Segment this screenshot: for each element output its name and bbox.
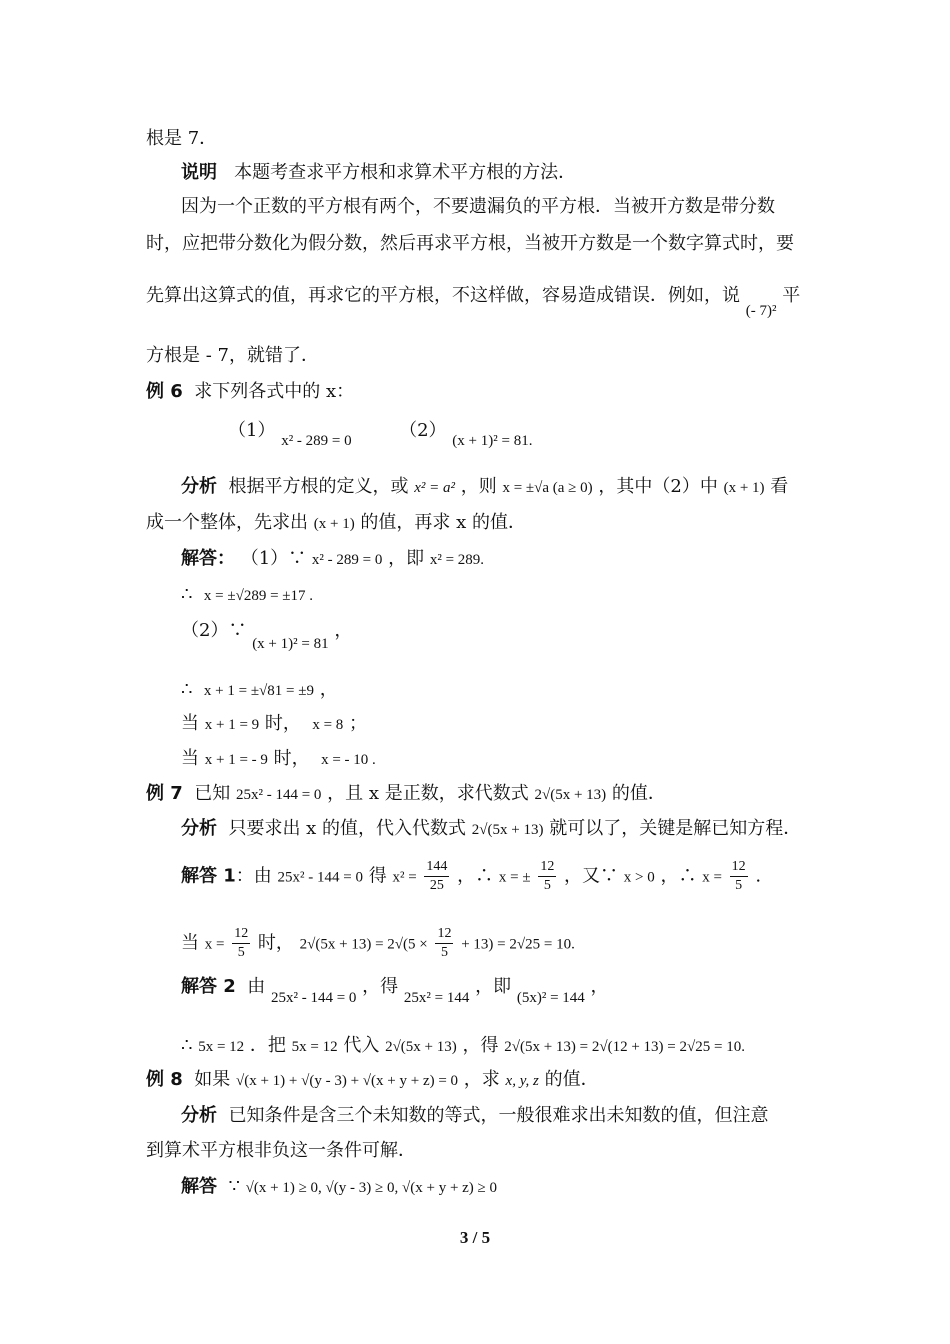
text-span: 当: [181, 713, 199, 734]
text-span: 就可以了，关键是解已知方程．: [549, 818, 802, 839]
math-expression: 25x² - 144 = 0: [270, 990, 357, 1006]
solution-6-line4: [181, 677, 338, 704]
text-span: 的值．: [611, 783, 666, 804]
example-text: 求下列各式中的 x：: [194, 381, 355, 402]
text-span: ，又∵: [564, 865, 619, 887]
fraction-denominator: 5: [237, 945, 245, 960]
fraction-numerator: 144: [424, 858, 449, 877]
math-expression: 25x² - 144 = 0: [235, 787, 322, 803]
fraction-denominator: 5: [543, 878, 551, 893]
page-number: 3 / 5: [459, 1228, 491, 1247]
math-expression: x + 1 = - 9: [204, 752, 268, 768]
text-span: ，: [334, 620, 353, 641]
solution-7b-line1: [181, 974, 609, 1006]
example-label: 例 6: [146, 381, 183, 402]
therefore-symbol: ∴: [181, 679, 193, 700]
text-line: [146, 283, 801, 319]
text-span: ；: [349, 713, 368, 734]
math-expression: (- 7)²: [745, 303, 777, 319]
text-span: 时，: [257, 932, 294, 954]
analysis-8-line1: [181, 1103, 768, 1129]
text-line: 方根是 - 7，就错了．: [146, 345, 319, 366]
solution-6-line2: [181, 582, 313, 609]
math-expression: (5x)² = 144: [516, 990, 585, 1006]
therefore-symbol: ∴: [181, 584, 193, 605]
analysis-7-line: [181, 816, 801, 843]
text-line: 因为一个正数的平方根有两个，不要遗漏负的平方根．当被开方数是带分数: [181, 196, 775, 217]
solution-label: 解答 1: [181, 865, 236, 887]
math-expression: 25x² = 144: [403, 990, 470, 1006]
note-line: [181, 160, 576, 186]
text-span: 得: [368, 865, 387, 887]
analysis-6-line2: [146, 510, 526, 537]
text-span: ，∴: [457, 865, 494, 887]
math-expression: 2√(5x + 13) = 2√(12 + 13) = 2√25 = 10.: [504, 1039, 745, 1055]
text-span: 看: [770, 476, 789, 497]
solution-6-line6: [181, 746, 376, 773]
math-expression: + 13) = 2√25 = 10.: [461, 936, 575, 953]
text-span: 由: [247, 976, 266, 997]
math-expression: x = 8: [312, 717, 344, 733]
solution-label: 解答 2: [181, 976, 236, 997]
math-expression: x = - 10 .: [321, 752, 376, 768]
text-span: ，则: [460, 476, 497, 497]
text-span: ，即: [388, 548, 425, 569]
math-expression: 5x = 12: [291, 1039, 338, 1055]
text-span: .: [755, 865, 762, 887]
math-expression: 5x = 12: [198, 1039, 245, 1055]
text-span: ，其中（2）中: [598, 476, 718, 497]
text-span: 成一个整体，先求出: [146, 512, 308, 533]
fraction: [538, 858, 556, 895]
math-expression: x = ±: [498, 869, 531, 886]
math-expression: x = ±√a (a ≥ 0): [502, 480, 593, 496]
text-span: ．把: [249, 1035, 286, 1056]
text-span: 平: [782, 285, 801, 306]
analysis-label: 分析: [181, 818, 217, 839]
solution-label: 解答：: [181, 548, 235, 569]
math-expression: x + 1 = 9: [204, 717, 260, 733]
text-span: ，得: [462, 1035, 499, 1056]
text-span: 时，: [264, 713, 301, 734]
therefore-symbol: ∴: [181, 1035, 193, 1056]
example-label: 例 8: [146, 1069, 183, 1090]
math-expression: x² = a²: [414, 480, 455, 496]
math-expression: 25x² - 144 = 0: [277, 869, 363, 886]
text-span: 如果: [194, 1069, 231, 1090]
solution-7-line2: [181, 925, 575, 962]
analysis-label: 分析: [181, 476, 217, 497]
text-span: ：由: [235, 865, 272, 887]
math-expression: x =: [204, 936, 225, 953]
solution-7-line1: [181, 858, 761, 895]
text-span: （1）∵: [240, 548, 307, 569]
fraction-denominator: 5: [440, 945, 448, 960]
text-span: 当: [181, 748, 199, 769]
text-span: （2）∵: [181, 620, 247, 641]
math-expression: 2√(5x + 13): [471, 822, 544, 838]
solution-7b-line2: [181, 1033, 745, 1060]
math-expression: x =: [702, 869, 722, 886]
text-span: 时，: [273, 748, 310, 769]
text-span: 的值．: [544, 1069, 599, 1090]
example-8-heading: [146, 1067, 599, 1094]
text-span: 的值，再求 x 的值．: [360, 512, 527, 533]
text-span: ，: [590, 976, 609, 997]
math-expression: 2√(5x + 13): [534, 787, 607, 803]
text-span: 只要求出 x 的值，代入代数式: [228, 818, 467, 839]
math-expression: 2√(5x + 13): [385, 1039, 457, 1055]
solution-8-line: [181, 1174, 497, 1201]
question-number: （1）: [228, 420, 276, 441]
text-line: 根是 7．: [146, 128, 218, 149]
math-expression: (x + 1): [313, 516, 355, 532]
fraction-numerator: 12: [538, 858, 556, 877]
fraction-numerator: 12: [730, 858, 748, 877]
note-text: 本题考查求平方根和求算术平方根的方法．: [234, 162, 577, 183]
analysis-6-line1: [181, 474, 788, 501]
note-label: 说明: [181, 162, 217, 183]
solution-6-line1: [181, 546, 484, 573]
text-span: 当: [181, 932, 199, 954]
text-span: ，: [319, 679, 338, 700]
because-symbol: ∵: [228, 1176, 240, 1197]
text-span: ，求: [463, 1069, 500, 1090]
solution-label: 解答: [181, 1176, 217, 1197]
fraction-numerator: 12: [435, 925, 453, 944]
fraction-denominator: 25: [429, 878, 444, 893]
text-line: 到算术平方根非负这一条件可解．: [146, 1140, 416, 1161]
math-expression: x, y, z: [505, 1073, 539, 1089]
math-expression: x² =: [392, 869, 417, 886]
math-expression: 2√(5x + 13) = 2√(5 ×: [299, 936, 428, 953]
text-span: 已知条件是含三个未知数的等式，一般很难求出未知数的值，但注意: [228, 1105, 769, 1126]
example-7-heading: [146, 781, 666, 808]
text-span: 已知: [194, 783, 231, 804]
math-expression: x² - 289 = 0: [281, 433, 352, 449]
text-span: ，且 x 是正数，求代数式: [327, 783, 529, 804]
math-expression: x² - 289 = 0: [311, 552, 383, 568]
text-span: 代入: [343, 1035, 380, 1056]
math-expression: x = ±√289 = ±17 .: [203, 588, 314, 604]
math-expression: (x + 1)² = 81: [252, 636, 329, 652]
text-span: ，∴: [660, 865, 697, 887]
fraction: [730, 858, 748, 895]
fraction-denominator: 5: [735, 878, 743, 893]
math-expression: (x + 1)² = 81.: [452, 433, 533, 449]
example-6-questions: [228, 418, 533, 449]
math-expression: √(x + 1) + √(y - 3) + √(x + y + z) = 0: [235, 1073, 459, 1089]
math-expression: x² = 289.: [429, 552, 485, 568]
math-expression: x > 0: [623, 869, 655, 886]
fraction-numerator: 12: [232, 925, 250, 944]
text-span: ，即: [475, 976, 512, 997]
example-label: 例 7: [146, 783, 183, 804]
solution-6-line3: [181, 618, 353, 652]
text-line: 时，应把带分数化为假分数，然后再求平方根，当被开方数是一个数字算式时，要: [146, 233, 794, 254]
fraction: [232, 925, 250, 962]
question-number: （2）: [399, 420, 447, 441]
example-6-heading: [146, 379, 354, 405]
fraction: [424, 858, 449, 895]
fraction: [435, 925, 453, 962]
text-span: 根据平方根的定义，或: [228, 476, 409, 497]
text-span: ，得: [362, 976, 399, 997]
math-expression: (x + 1): [723, 480, 765, 496]
text-span: 先算出这算式的值，再求它的平方根，不这样做，容易造成错误．例如，说: [146, 285, 740, 306]
solution-6-line5: [181, 711, 367, 738]
math-expression: x + 1 = ±√81 = ±9: [203, 683, 314, 699]
math-expression: √(x + 1) ≥ 0, √(y - 3) ≥ 0, √(x + y + z) ≥ 0: [245, 1180, 498, 1196]
analysis-label: 分析: [181, 1105, 217, 1126]
